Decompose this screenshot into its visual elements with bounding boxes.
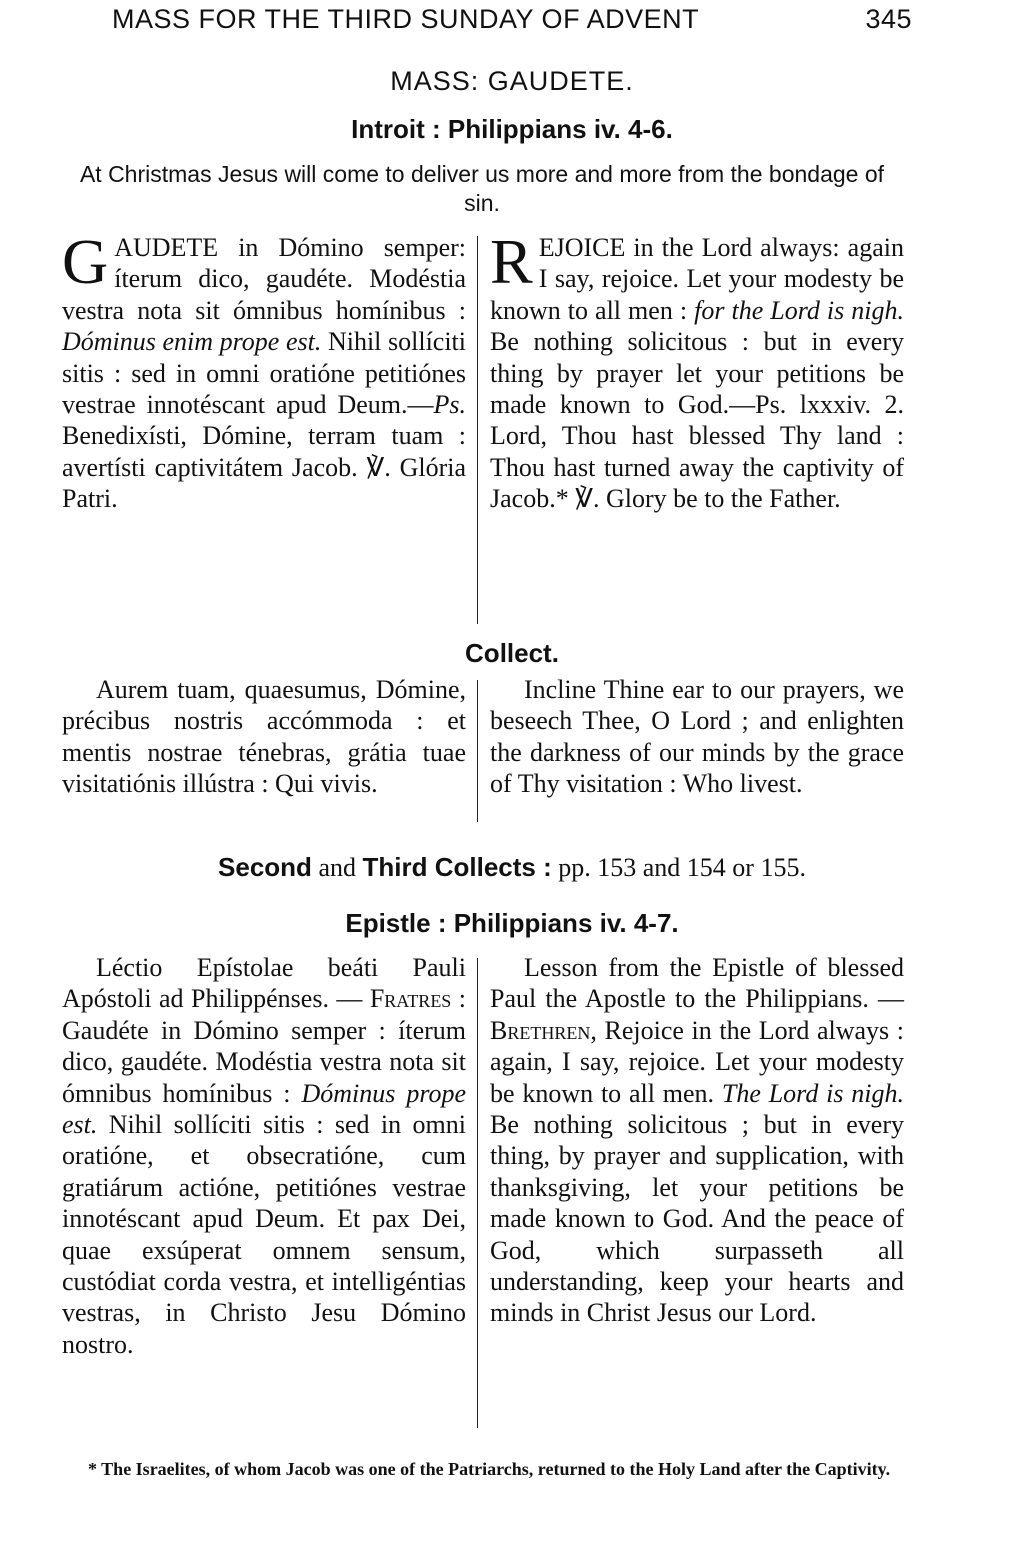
dropcap-latin: G <box>62 226 109 297</box>
introit-latin-versicle: ℣. Glória Patri. <box>62 452 467 514</box>
epistle-heading: Epistle : Philippians iv. 4-7. <box>345 908 679 938</box>
introit-english-text-2: Be nothing solicitous : but in every thing by prayer let your petitions be made known to God.—Ps. lxxxiv. 2. Lord, Thou hast blessed Thy land : Thou hast turned away the captivity of Jacob.* <box>490 327 904 514</box>
introit-latin-text-1: AUDETE in Dómino semper: íterum dico, gaudéte. Modéstia vestra nota sit ómnibus homínibus : <box>62 233 466 325</box>
epistle-english-text-2: Be nothing solicitous ; but in every thing, by prayer and supplication, with thanksgiving, let your petitions be made known to God. And the peace of God, which surpasseth all understanding, keep your hearts and minds in Christ Jesus our Lord. <box>490 1110 904 1328</box>
epistle-english-intro: Lesson from the Epistle of blessed Paul the Apostle to the Philippians. — <box>490 953 904 1014</box>
and-label: and <box>318 853 356 882</box>
introit-latin-italic: Dóminus enim prope est. <box>62 327 322 357</box>
mass-title: MASS: GAUDETE. <box>390 66 634 96</box>
epistle-latin-italic: Dóminus prope est. <box>62 1078 467 1140</box>
epistle-english-italic: The Lord is nigh. <box>721 1078 905 1108</box>
introit-note: At Christmas Jesus will come to deliver us more and more from the bondage of sin. <box>79 161 885 216</box>
introit-latin-ps: Ps. <box>433 390 466 420</box>
second-label: Second <box>218 852 312 882</box>
second-third-collects <box>0 852 1024 883</box>
epistle-english-text-1: Rejoice in the Lord always : again, I say, rejoice. Let your modesty be known to all men. <box>490 1015 905 1108</box>
epistle-latin-text-2: Nihil sollíciti sitis : sed in omni oratióne, et obsecratióne, cum gratiárum actióne, petitiónes vestrae innotéscant apud Deum. Et pax Dei, quae exsúperat omnem sensum, custódiat corda vestra, et intelligéntias vestras, in Christo Jesu Dómino nostro. <box>62 1110 466 1359</box>
epistle-latin-text-1: : Gaudéte in Dómino semper : íterum dico, gaudéte. Modéstia vestra nota sit ómnibus homínibus : <box>62 984 467 1108</box>
third-collects-label: Third Collects : <box>362 852 552 882</box>
epistle-english-smallcaps: Brethren, <box>490 1015 597 1045</box>
footnote: * The Israelites, of whom Jacob was one of the Patriarchs, returned to the Holy Land after the Captivity. <box>88 1459 891 1479</box>
page-number: 345 <box>865 4 912 34</box>
column-divider <box>477 958 478 1428</box>
introit-english <box>490 226 904 515</box>
epistle-latin-smallcaps: Fratres <box>369 984 452 1014</box>
running-head <box>112 4 912 35</box>
introit-latin <box>62 226 467 515</box>
collect-heading: Collect. <box>465 638 559 668</box>
introit-latin-text-3: Benedixísti, Dómine, terram tuam : avertísti captivitátem Jacob. <box>62 421 466 482</box>
dropcap-english: R <box>490 226 533 297</box>
collect-pages: pp. 153 and 154 or 155. <box>558 853 806 882</box>
collect-english: Incline Thine ear to our prayers, we beseech Thee, O Lord ; and enlighten the darkness of our minds by the grace of Thy visitation : Who livest. <box>490 675 904 799</box>
introit-latin-text-2: Nihil sollíciti sitis : sed in omni oratióne petitiónes vestrae innotéscant apud Deum.— <box>62 327 467 420</box>
running-head-title: MASS FOR THE THIRD SUNDAY OF ADVENT <box>112 4 700 34</box>
epistle-latin <box>62 952 466 1360</box>
introit-english-versicle: ℣. Glory be to the Father. <box>575 484 841 514</box>
epistle-english <box>490 952 904 1329</box>
epistle-latin-intro: Léctio Epístolae beáti Pauli Apóstoli ad Philippénses. — <box>62 953 466 1014</box>
column-divider <box>477 236 478 624</box>
introit-heading: Introit : Philippians iv. 4-6. <box>351 114 673 144</box>
column-divider <box>477 680 478 822</box>
introit-english-text-1: EJOICE in the Lord always: again I say, rejoice. Let your modesty be known to all men : <box>490 233 904 325</box>
introit-english-italic: for the Lord is nigh. <box>694 295 904 325</box>
collect-latin: Aurem tuam, quaesumus, Dómine, précibus nostris accómmoda : et mentis nostrae ténebras, grátia tuae visitatiónis illústra : Qui vivis. <box>62 675 466 799</box>
